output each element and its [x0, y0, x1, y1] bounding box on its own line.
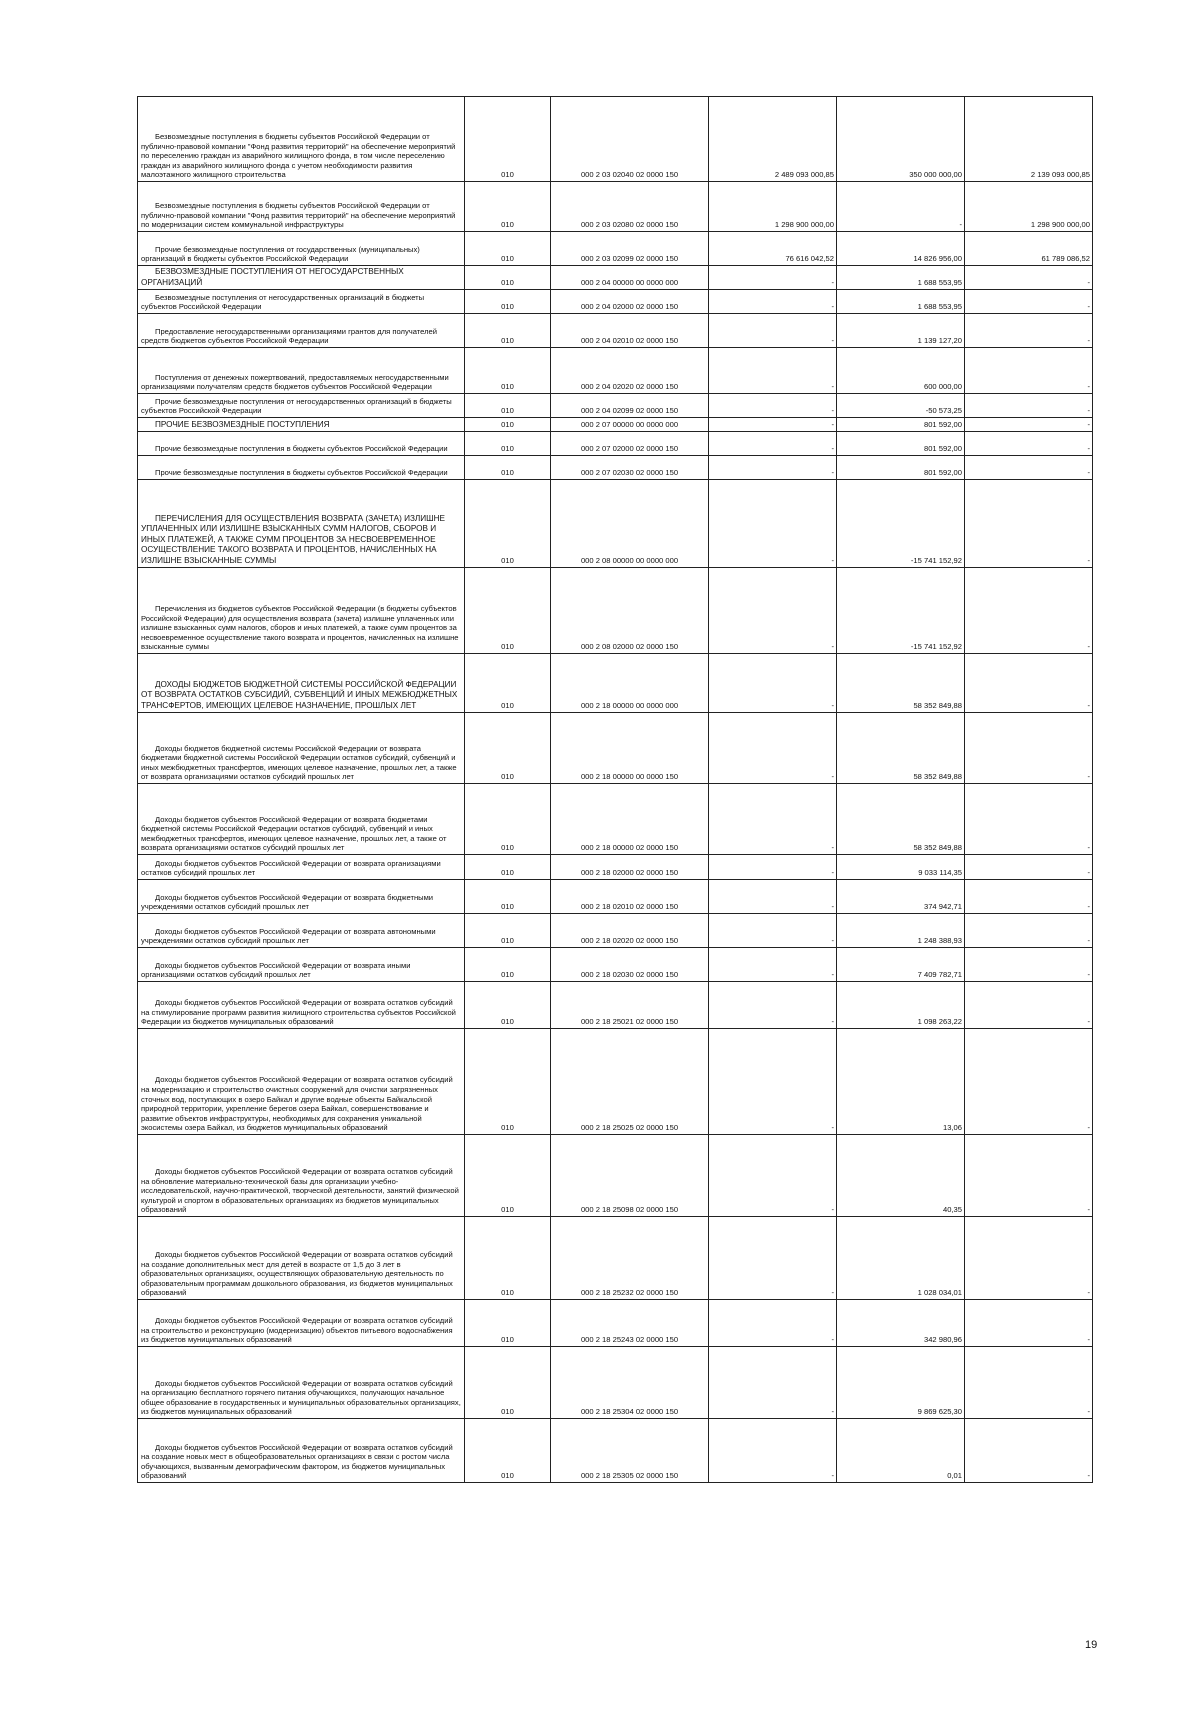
- table-row: [138, 290, 1093, 314]
- unexecuted-amount-cell: -: [965, 948, 1093, 982]
- budget-classification-code-cell: 000 2 04 02010 02 0000 150: [551, 314, 709, 348]
- income-name-cell: [138, 418, 465, 432]
- budget-income-table: [137, 96, 1093, 1483]
- line-code-cell: 010: [465, 1419, 551, 1483]
- table-row: [138, 418, 1093, 432]
- unexecuted-amount-cell: -: [965, 290, 1093, 314]
- budget-classification-code-cell: 000 2 18 25021 02 0000 150: [551, 982, 709, 1029]
- executed-amount-cell: -15 741 152,92: [837, 480, 965, 568]
- line-code-cell: 010: [465, 1135, 551, 1217]
- income-name-text: Безвозмездные поступления в бюджеты субъектов Российской Федерации от публично-правовой компании "Фонд развития территорий" на обеспечение мероприятий по переселению граждан из аварийного жилищного фонда, в том числе переселению граждан из аварийного жилищного фонда с учетом необходимости развития малоэтажного жилищного строительства: [141, 132, 456, 180]
- line-code-cell: 010: [465, 982, 551, 1029]
- approved-amount-cell: -: [709, 1217, 837, 1300]
- income-name-text: Предоставление негосударственными организациями грантов для получателей средств бюджетов субъектов Российской Федерации: [141, 326, 438, 346]
- line-code-cell: 010: [465, 654, 551, 713]
- income-name-cell: [138, 713, 465, 784]
- income-name-cell: [138, 914, 465, 948]
- income-name-cell: [138, 1347, 465, 1419]
- budget-classification-code-cell: 000 2 18 02030 02 0000 150: [551, 948, 709, 982]
- unexecuted-amount-cell: -: [965, 1347, 1093, 1419]
- executed-amount-cell: 342 980,96: [837, 1300, 965, 1347]
- table-row: [138, 1419, 1093, 1483]
- unexecuted-amount-cell: 61 789 086,52: [965, 232, 1093, 266]
- unexecuted-amount-cell: -: [965, 1135, 1093, 1217]
- table-row: [138, 1300, 1093, 1347]
- executed-amount-cell: 7 409 782,71: [837, 948, 965, 982]
- budget-classification-code-cell: 000 2 18 25243 02 0000 150: [551, 1300, 709, 1347]
- approved-amount-cell: -: [709, 948, 837, 982]
- approved-amount-cell: -: [709, 880, 837, 914]
- approved-amount-cell: -: [709, 266, 837, 290]
- table-row: [138, 314, 1093, 348]
- budget-classification-code-cell: 000 2 04 02099 02 0000 150: [551, 394, 709, 418]
- executed-amount-cell: 600 000,00: [837, 348, 965, 394]
- line-code-cell: 010: [465, 1300, 551, 1347]
- income-name-text: Доходы бюджетов субъектов Российской Федерации от возврата остатков субсидий на создание дополнительных мест для детей в возрасте от 1,5 до 3 лет в образовательных организациях, осуществляющих образовательную деятельность по образовательным программам дошкольного образования, из бюджетов муниципальных образований: [141, 1250, 453, 1298]
- budget-classification-code-cell: 000 2 03 02080 02 0000 150: [551, 182, 709, 232]
- table-row: [138, 394, 1093, 418]
- income-name-cell: [138, 880, 465, 914]
- line-code-cell: 010: [465, 432, 551, 456]
- income-name-cell: [138, 432, 465, 456]
- line-code-cell: 010: [465, 855, 551, 880]
- unexecuted-amount-cell: -: [965, 880, 1093, 914]
- line-code-cell: 010: [465, 880, 551, 914]
- income-name-cell: [138, 1029, 465, 1135]
- income-name-text: Доходы бюджетов субъектов Российской Федерации от возврата остатков субсидий на организацию бесплатного горячего питания обучающихся, получающих начальное общее образование в государственных и муниципальных образовательных организациях, из бюджетов муниципальных образований: [141, 1378, 461, 1417]
- income-name-text: Поступления от денежных пожертвований, предоставляемых негосударственными организациями получателям средств бюджетов субъектов Российской Федерации: [141, 372, 449, 392]
- executed-amount-cell: 13,06: [837, 1029, 965, 1135]
- budget-classification-code-cell: 000 2 18 02020 02 0000 150: [551, 914, 709, 948]
- table-row: [138, 1217, 1093, 1300]
- unexecuted-amount-cell: -: [965, 1029, 1093, 1135]
- executed-amount-cell: 350 000 000,00: [837, 97, 965, 182]
- income-name-text: Перечисления из бюджетов субъектов Российской Федерации (в бюджеты субъектов Российской Федерации) для осуществления возврата (зачета) излишне уплаченных или излишне взысканных сумм налогов, сборов и иных платежей, а также сумм процентов за несвоевременное осуществление такого возврата и процентов, начисленных на излишне взысканные суммы: [141, 604, 459, 652]
- budget-classification-code-cell: 000 2 18 25232 02 0000 150: [551, 1217, 709, 1300]
- income-name-text: Прочие безвозмездные поступления от государственных (муниципальных) организаций в бюджеты субъектов Российской Федерации: [141, 244, 420, 264]
- executed-amount-cell: 40,35: [837, 1135, 965, 1217]
- approved-amount-cell: -: [709, 914, 837, 948]
- approved-amount-cell: -: [709, 480, 837, 568]
- line-code-cell: 010: [465, 480, 551, 568]
- line-code-cell: 010: [465, 713, 551, 784]
- line-code-cell: 010: [465, 266, 551, 290]
- approved-amount-cell: -: [709, 418, 837, 432]
- table-row: [138, 654, 1093, 713]
- executed-amount-cell: 9 869 625,30: [837, 1347, 965, 1419]
- executed-amount-cell: 58 352 849,88: [837, 654, 965, 713]
- table-row: [138, 784, 1093, 855]
- income-name-text: БЕЗВОЗМЕЗДНЫЕ ПОСТУПЛЕНИЯ ОТ НЕГОСУДАРСТВЕННЫХ ОРГАНИЗАЦИЙ: [141, 267, 404, 287]
- approved-amount-cell: -: [709, 713, 837, 784]
- unexecuted-amount-cell: -: [965, 654, 1093, 713]
- budget-classification-code-cell: 000 2 18 25304 02 0000 150: [551, 1347, 709, 1419]
- line-code-cell: 010: [465, 456, 551, 480]
- line-code-cell: 010: [465, 784, 551, 855]
- executed-amount-cell: 9 033 114,35: [837, 855, 965, 880]
- line-code-cell: 010: [465, 1217, 551, 1300]
- unexecuted-amount-cell: -: [965, 432, 1093, 456]
- budget-classification-code-cell: 000 2 18 00000 00 0000 150: [551, 713, 709, 784]
- unexecuted-amount-cell: -: [965, 456, 1093, 480]
- budget-classification-code-cell: 000 2 04 02000 02 0000 150: [551, 290, 709, 314]
- table-body: [138, 97, 1093, 1483]
- income-name-cell: [138, 1217, 465, 1300]
- income-name-cell: [138, 266, 465, 290]
- approved-amount-cell: -: [709, 290, 837, 314]
- approved-amount-cell: -: [709, 568, 837, 654]
- unexecuted-amount-cell: -: [965, 480, 1093, 568]
- line-code-cell: 010: [465, 348, 551, 394]
- unexecuted-amount-cell: -: [965, 1217, 1093, 1300]
- table-row: [138, 456, 1093, 480]
- income-name-cell: [138, 182, 465, 232]
- income-name-text: Доходы бюджетов субъектов Российской Федерации от возврата бюджетами бюджетной системы Российской Федерации остатков субсидий, субвенций и иных межбюджетных трансфертов, имеющих целевое назначение, прошлых лет, а также от возврата организациями остатков субсидий прошлых лет: [141, 814, 447, 853]
- table-row: [138, 880, 1093, 914]
- approved-amount-cell: -: [709, 654, 837, 713]
- income-name-cell: [138, 232, 465, 266]
- unexecuted-amount-cell: -: [965, 914, 1093, 948]
- budget-classification-code-cell: 000 2 18 00000 00 0000 000: [551, 654, 709, 713]
- income-name-cell: [138, 97, 465, 182]
- approved-amount-cell: -: [709, 1419, 837, 1483]
- unexecuted-amount-cell: -: [965, 314, 1093, 348]
- executed-amount-cell: -: [837, 182, 965, 232]
- line-code-cell: 010: [465, 948, 551, 982]
- line-code-cell: 010: [465, 914, 551, 948]
- unexecuted-amount-cell: 2 139 093 000,85: [965, 97, 1093, 182]
- income-name-cell: [138, 290, 465, 314]
- unexecuted-amount-cell: -: [965, 394, 1093, 418]
- income-name-text: Доходы бюджетов субъектов Российской Федерации от возврата остатков субсидий на создание новых мест в общеобразовательных организациях в связи с ростом числа обучающихся, вызванным демографическим фактором, из бюджетов муниципальных образований: [141, 1442, 453, 1481]
- income-name-text: Прочие безвозмездные поступления в бюджеты субъектов Российской Федерации: [155, 444, 448, 454]
- line-code-cell: 010: [465, 1029, 551, 1135]
- income-name-text: Прочие безвозмездные поступления от негосударственных организаций в бюджеты субъектов Российской Федерации: [141, 396, 452, 416]
- income-name-cell: [138, 568, 465, 654]
- approved-amount-cell: -: [709, 432, 837, 456]
- executed-amount-cell: 14 826 956,00: [837, 232, 965, 266]
- approved-amount-cell: -: [709, 1300, 837, 1347]
- income-name-cell: [138, 394, 465, 418]
- line-code-cell: 010: [465, 314, 551, 348]
- income-name-cell: [138, 855, 465, 880]
- executed-amount-cell: 58 352 849,88: [837, 713, 965, 784]
- income-name-text: Доходы бюджетов субъектов Российской Федерации от возврата остатков субсидий на стимулирование программ развития жилищного строительства субъектов Российской Федерации из бюджетов муниципальных образований: [141, 998, 456, 1027]
- approved-amount-cell: -: [709, 1347, 837, 1419]
- approved-amount-cell: 1 298 900 000,00: [709, 182, 837, 232]
- income-name-text: Безвозмездные поступления в бюджеты субъектов Российской Федерации от публично-правовой компании "Фонд развития территорий" на обеспечение мероприятий по модернизации систем коммунальной инфраструктуры: [141, 201, 456, 230]
- budget-classification-code-cell: 000 2 18 00000 02 0000 150: [551, 784, 709, 855]
- unexecuted-amount-cell: -: [965, 713, 1093, 784]
- executed-amount-cell: 0,01: [837, 1419, 965, 1483]
- income-name-text: Доходы бюджетов субъектов Российской Федерации от возврата бюджетными учреждениями остатков субсидий прошлых лет: [141, 892, 434, 912]
- table-row: [138, 266, 1093, 290]
- unexecuted-amount-cell: -: [965, 348, 1093, 394]
- approved-amount-cell: -: [709, 982, 837, 1029]
- budget-classification-code-cell: 000 2 04 00000 00 0000 000: [551, 266, 709, 290]
- table-row: [138, 855, 1093, 880]
- approved-amount-cell: -: [709, 348, 837, 394]
- income-name-text: Доходы бюджетов субъектов Российской Федерации от возврата автономными учреждениями остатков субсидий прошлых лет: [141, 926, 436, 946]
- line-code-cell: 010: [465, 232, 551, 266]
- income-name-text: Прочие безвозмездные поступления в бюджеты субъектов Российской Федерации: [155, 468, 448, 478]
- income-name-text: Доходы бюджетов субъектов Российской Федерации от возврата остатков субсидий на строительство и реконструкцию (модернизацию) объектов питьевого водоснабжения из бюджетов муниципальных образований: [141, 1316, 453, 1345]
- budget-classification-code-cell: 000 2 18 25098 02 0000 150: [551, 1135, 709, 1217]
- budget-classification-code-cell: 000 2 18 25025 02 0000 150: [551, 1029, 709, 1135]
- income-name-cell: [138, 1419, 465, 1483]
- income-name-cell: [138, 982, 465, 1029]
- executed-amount-cell: 801 592,00: [837, 418, 965, 432]
- budget-classification-code-cell: 000 2 04 02020 02 0000 150: [551, 348, 709, 394]
- table-row: [138, 568, 1093, 654]
- unexecuted-amount-cell: -: [965, 855, 1093, 880]
- income-name-text: Доходы бюджетов субъектов Российской Федерации от возврата остатков субсидий на модернизацию и строительство очистных сооружений для очистки загрязненных сточных вод, поступающих в озеро Байкал и другие водные объекты Байкальской природной территории, укрепление берегов озера Байкал, совершенствование и развитие объектов инфраструктуры, необходимых для сохранения уникальной экосистемы озера Байкал, из бюджетов муниципальных образований: [141, 1075, 453, 1133]
- executed-amount-cell: 374 942,71: [837, 880, 965, 914]
- executed-amount-cell: 58 352 849,88: [837, 784, 965, 855]
- table-row: [138, 1135, 1093, 1217]
- unexecuted-amount-cell: -: [965, 784, 1093, 855]
- budget-report-sheet: [137, 96, 1092, 1483]
- budget-classification-code-cell: 000 2 08 00000 00 0000 000: [551, 480, 709, 568]
- income-name-text: Доходы бюджетов субъектов Российской Федерации от возврата остатков субсидий на обновление материально-технической базы для организации учебно-исследовательской, научно-практической, творческой деятельности, занятий физической культурой и спортом в образовательных организациях из бюджетов муниципальных образований: [141, 1167, 459, 1215]
- income-name-cell: [138, 314, 465, 348]
- unexecuted-amount-cell: -: [965, 418, 1093, 432]
- budget-classification-code-cell: 000 2 03 02099 02 0000 150: [551, 232, 709, 266]
- unexecuted-amount-cell: -: [965, 266, 1093, 290]
- executed-amount-cell: 801 592,00: [837, 432, 965, 456]
- executed-amount-cell: 1 688 553,95: [837, 266, 965, 290]
- income-name-cell: [138, 948, 465, 982]
- table-row: [138, 914, 1093, 948]
- budget-classification-code-cell: 000 2 18 02000 02 0000 150: [551, 855, 709, 880]
- line-code-cell: 010: [465, 97, 551, 182]
- table-row: [138, 97, 1093, 182]
- income-name-text: Доходы бюджетов бюджетной системы Российской Федерации от возврата бюджетами бюджетной системы Российской Федерации остатков субсидий, субвенций и иных межбюджетных трансфертов, имеющих целевое назначение, прошлых лет, а также от возврата организациями остатков субсидий прошлых лет: [141, 743, 457, 782]
- budget-classification-code-cell: 000 2 18 25305 02 0000 150: [551, 1419, 709, 1483]
- approved-amount-cell: 2 489 093 000,85: [709, 97, 837, 182]
- income-name-text: Доходы бюджетов субъектов Российской Федерации от возврата организациями остатков субсидий прошлых лет: [141, 858, 441, 878]
- approved-amount-cell: -: [709, 394, 837, 418]
- line-code-cell: 010: [465, 1347, 551, 1419]
- line-code-cell: 010: [465, 290, 551, 314]
- table-row: [138, 1347, 1093, 1419]
- table-row: [138, 480, 1093, 568]
- line-code-cell: 010: [465, 394, 551, 418]
- line-code-cell: 010: [465, 182, 551, 232]
- income-name-text: ПЕРЕЧИСЛЕНИЯ ДЛЯ ОСУЩЕСТВЛЕНИЯ ВОЗВРАТА (ЗАЧЕТА) ИЗЛИШНЕ УПЛАЧЕННЫХ ИЛИ ИЗЛИШНЕ ВЗЫСКАННЫХ СУММ НАЛОГОВ, СБОРОВ И ИНЫХ ПЛАТЕЖЕЙ, А ТАКЖЕ СУММ ПРОЦЕНТОВ ЗА НЕСВОЕВРЕМЕННОЕ ОСУЩЕСТВЛЕНИЕ ТАКОГО ВОЗВРАТА И ПРОЦЕНТОВ, НАЧИСЛЕННЫХ НА ИЗЛИШНЕ ВЗЫСКАННЫЕ СУММЫ: [141, 513, 445, 565]
- budget-classification-code-cell: 000 2 08 02000 02 0000 150: [551, 568, 709, 654]
- executed-amount-cell: 801 592,00: [837, 456, 965, 480]
- approved-amount-cell: -: [709, 456, 837, 480]
- income-name-cell: [138, 456, 465, 480]
- income-name-cell: [138, 1135, 465, 1217]
- executed-amount-cell: 1 248 388,93: [837, 914, 965, 948]
- page-number: 19: [1085, 1639, 1098, 1651]
- table-row: [138, 1029, 1093, 1135]
- approved-amount-cell: -: [709, 1029, 837, 1135]
- unexecuted-amount-cell: 1 298 900 000,00: [965, 182, 1093, 232]
- income-name-text: Безвозмездные поступления от негосударственных организаций в бюджеты субъектов Российской Федерации: [141, 292, 425, 312]
- table-row: [138, 948, 1093, 982]
- unexecuted-amount-cell: -: [965, 982, 1093, 1029]
- executed-amount-cell: 1 028 034,01: [837, 1217, 965, 1300]
- budget-classification-code-cell: 000 2 07 02000 02 0000 150: [551, 432, 709, 456]
- approved-amount-cell: -: [709, 1135, 837, 1217]
- approved-amount-cell: 76 616 042,52: [709, 232, 837, 266]
- table-row: [138, 432, 1093, 456]
- budget-classification-code-cell: 000 2 03 02040 02 0000 150: [551, 97, 709, 182]
- unexecuted-amount-cell: -: [965, 1300, 1093, 1347]
- income-name-cell: [138, 1300, 465, 1347]
- table-row: [138, 182, 1093, 232]
- table-row: [138, 713, 1093, 784]
- executed-amount-cell: -15 741 152,92: [837, 568, 965, 654]
- table-row: [138, 982, 1093, 1029]
- line-code-cell: 010: [465, 568, 551, 654]
- executed-amount-cell: 1 139 127,20: [837, 314, 965, 348]
- income-name-cell: [138, 654, 465, 713]
- budget-classification-code-cell: 000 2 18 02010 02 0000 150: [551, 880, 709, 914]
- table-row: [138, 348, 1093, 394]
- budget-classification-code-cell: 000 2 07 00000 00 0000 000: [551, 418, 709, 432]
- line-code-cell: 010: [465, 418, 551, 432]
- income-name-cell: [138, 784, 465, 855]
- approved-amount-cell: -: [709, 314, 837, 348]
- approved-amount-cell: -: [709, 855, 837, 880]
- table-row: [138, 232, 1093, 266]
- unexecuted-amount-cell: -: [965, 568, 1093, 654]
- executed-amount-cell: 1 688 553,95: [837, 290, 965, 314]
- budget-classification-code-cell: 000 2 07 02030 02 0000 150: [551, 456, 709, 480]
- income-name-text: Доходы бюджетов субъектов Российской Федерации от возврата иными организациями остатков субсидий прошлых лет: [141, 960, 411, 980]
- unexecuted-amount-cell: -: [965, 1419, 1093, 1483]
- executed-amount-cell: 1 098 263,22: [837, 982, 965, 1029]
- income-name-cell: [138, 348, 465, 394]
- approved-amount-cell: -: [709, 784, 837, 855]
- income-name-cell: [138, 480, 465, 568]
- income-name-text: ПРОЧИЕ БЕЗВОЗМЕЗДНЫЕ ПОСТУПЛЕНИЯ: [155, 419, 330, 429]
- income-name-text: ДОХОДЫ БЮДЖЕТОВ БЮДЖЕТНОЙ СИСТЕМЫ РОССИЙСКОЙ ФЕДЕРАЦИИ ОТ ВОЗВРАТА ОСТАТКОВ СУБСИДИЙ, СУБВЕНЦИЙ И ИНЫХ МЕЖБЮДЖЕТНЫХ ТРАНСФЕРТОВ, ИМЕЮЩИХ ЦЕЛЕВОЕ НАЗНАЧЕНИЕ, ПРОШЛЫХ ЛЕТ: [141, 679, 458, 710]
- executed-amount-cell: -50 573,25: [837, 394, 965, 418]
